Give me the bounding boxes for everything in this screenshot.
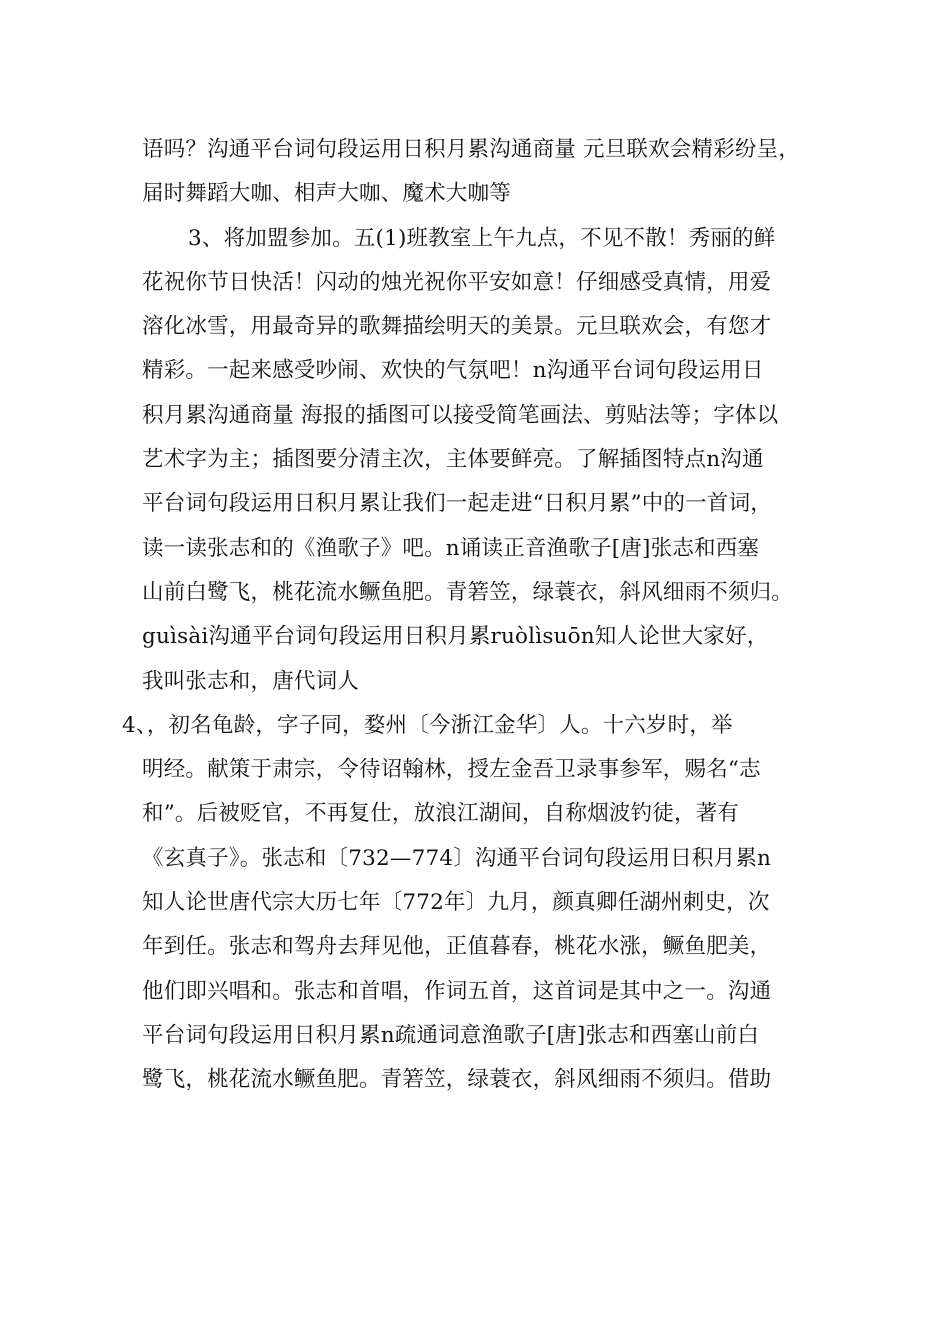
text-line: 届时舞蹈大咖、相声大咖、魔术大咖等 bbox=[142, 181, 511, 207]
text-line: 平台词句段运用日积月累让我们一起走进“日积月累”中的一首词， bbox=[142, 491, 772, 517]
text-line: 积月累沟通商量 海报的插图可以接受简笔画法、剪贴法等；字体以 bbox=[142, 402, 779, 428]
text-line: 知人论世唐代宗大历七年〔772年〕九月，颜真卿任湖州刺史，次 bbox=[142, 890, 770, 916]
text-line: 鹭飞，桃花流水鳜鱼肥。青箬笠，绿蓑衣，斜风细雨不须归。借助 bbox=[142, 1067, 772, 1093]
text-line: guìsài沟通平台词句段运用日积月累ruòlìsuōn知人论世大家好， bbox=[142, 624, 769, 650]
text-line: 平台词句段运用日积月累n疏通词意渔歌子[唐]张志和西塞山前白 bbox=[142, 1022, 760, 1048]
text-line: 年到任。张志和驾舟去拜见他，正值暮春，桃花水涨，鳜鱼肥美， bbox=[142, 934, 772, 960]
text-line: 3、将加盟参加。五(1)班教室上午九点，不见不散！秀丽的鲜 bbox=[188, 225, 776, 251]
text-line: 和”。后被贬官，不再复仕，放浪江湖间，自称烟波钓徒，著有 bbox=[142, 801, 740, 827]
text-line: 花祝你节日快活！闪动的烛光祝你平安如意！仔细感受真情，用爱 bbox=[142, 269, 772, 295]
text-line: 山前白鹭飞，桃花流水鳜鱼肥。青箬笠，绿蓑衣，斜风细雨不须归。 bbox=[142, 579, 794, 605]
text-line: 《玄真子》。张志和〔732—774〕沟通平台词句段运用日积月累n bbox=[142, 845, 772, 871]
text-line: 我叫张志和，唐代词人 bbox=[142, 668, 360, 694]
text-line: 溶化冰雪，用最奇异的歌舞描绘明天的美景。元旦联欢会，有您才 bbox=[142, 314, 772, 340]
text-line: 读一读张志和的《渔歌子》吧。n诵读正音渔歌子[唐]张志和西塞 bbox=[142, 535, 760, 561]
text-line: 艺术字为主；插图要分清主次，主体要鲜亮。了解插图特点n沟通 bbox=[142, 447, 764, 473]
text-line: 语吗？沟通平台词句段运用日积月累沟通商量 元旦联欢会精彩纷呈， bbox=[142, 137, 801, 162]
text-line: 明经。献策于肃宗，令待诏翰林，授左金吾卫录事参军，赐名“志 bbox=[142, 757, 761, 783]
text-line: 他们即兴唱和。张志和首唱，作词五首，这首词是其中之一。沟通 bbox=[142, 978, 772, 1004]
text-line: 4、，初名龟龄，字子同，婺州〔今浙江金华〕人。十六岁时，举 bbox=[122, 712, 733, 738]
document-body bbox=[122, 128, 832, 1103]
text-line: 精彩。一起来感受吵闹、欢快的气氛吧！n沟通平台词句段运用日 bbox=[142, 358, 764, 384]
